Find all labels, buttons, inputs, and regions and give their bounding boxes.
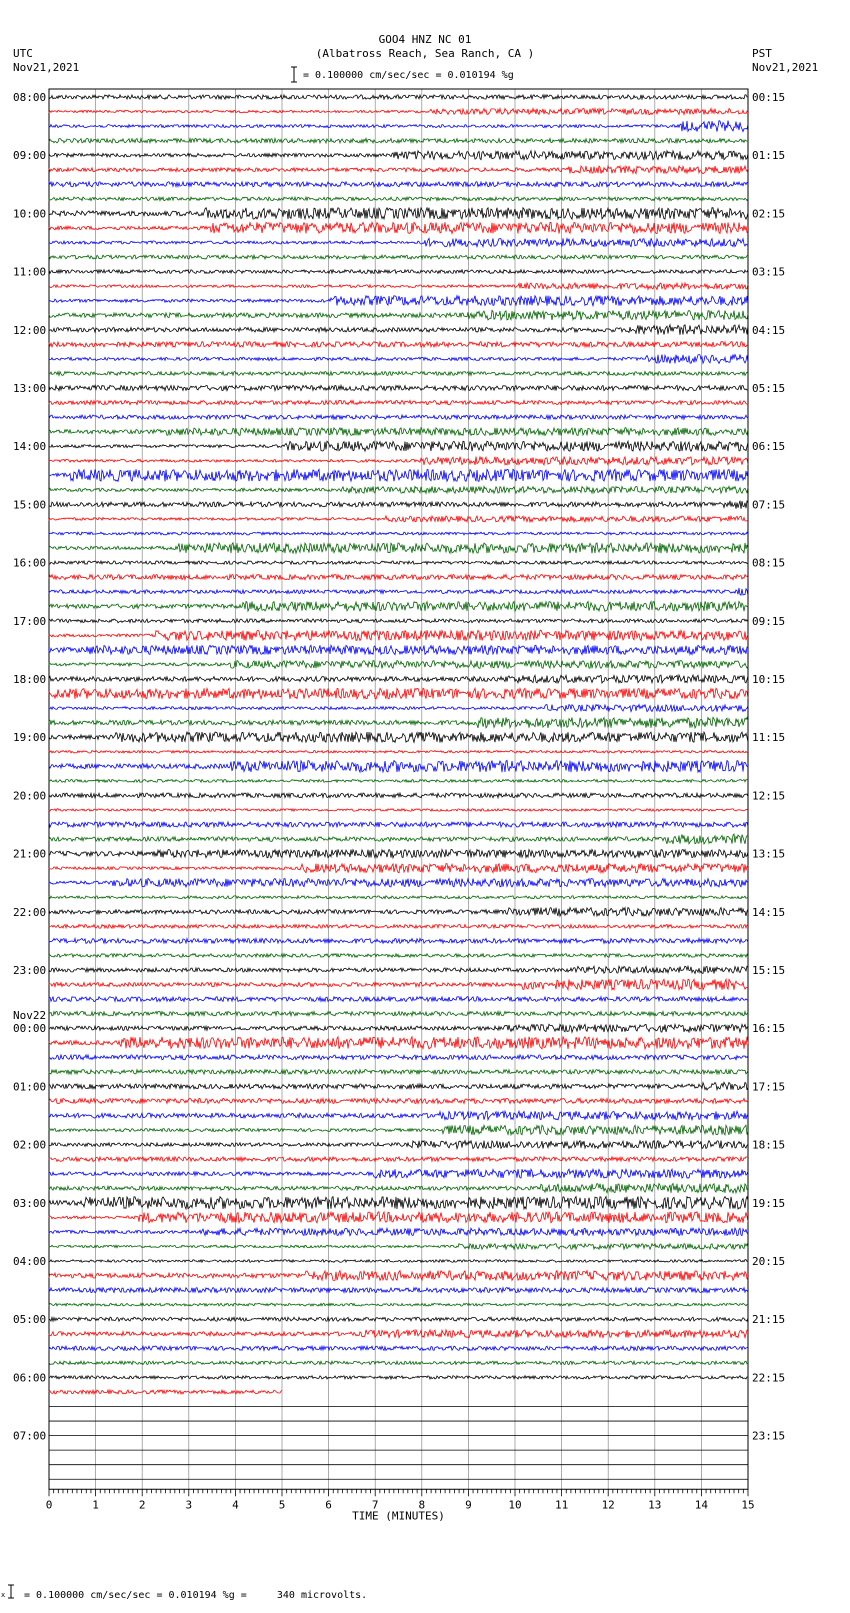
- trace-81: [49, 1271, 748, 1281]
- trace-36: [49, 619, 748, 623]
- utc-hour-label-0: 08:00: [13, 91, 47, 104]
- pst-hour-label-15: 15:15: [752, 964, 786, 977]
- pst-hour-label-10: 10:15: [752, 673, 786, 686]
- svg-text:x: x: [1, 1591, 6, 1599]
- pst-label: PST: [752, 47, 772, 60]
- trace-37: [49, 630, 748, 640]
- trace-62: [49, 997, 748, 1002]
- trace-74: [49, 1169, 748, 1178]
- utc-hour-label-10: 18:00: [13, 673, 47, 686]
- trace-56: [49, 908, 748, 917]
- trace-0: [49, 95, 748, 99]
- utc-hour-label-18: 02:00: [13, 1138, 47, 1152]
- trace-86: [49, 1346, 748, 1350]
- footer-scale-note: = 0.100000 cm/sec/sec = 0.010194 %g = 340 microvolts.: [24, 1590, 368, 1601]
- trace-16: [49, 325, 748, 335]
- trace-3: [49, 138, 748, 143]
- trace-2: [49, 121, 748, 132]
- utc-hour-label-22: 06:00: [13, 1371, 47, 1385]
- trace-80: [49, 1260, 748, 1263]
- trace-50: [49, 822, 748, 827]
- utc-hour-label-9: 17:00: [13, 614, 47, 628]
- pst-hour-label-1: 01:15: [752, 149, 786, 163]
- trace-8: [49, 208, 748, 219]
- pst-hour-label-22: 22:15: [752, 1371, 786, 1385]
- trace-34: [49, 588, 748, 596]
- station-title: GOO4 HNZ NC 01: [378, 33, 472, 46]
- utc-hour-label-14: 22:00: [13, 905, 47, 919]
- trace-47: [49, 780, 748, 783]
- x-tick-label-10: 10: [508, 1498, 522, 1512]
- trace-89: [49, 1390, 282, 1394]
- x-tick-label-6: 6: [325, 1498, 332, 1512]
- trace-11: [49, 255, 748, 259]
- trace-46: [49, 760, 748, 772]
- trace-63: [49, 1011, 748, 1016]
- pst-hour-label-23: 23:15: [752, 1429, 786, 1443]
- utc-hour-label-3: 11:00: [13, 265, 47, 279]
- trace-23: [49, 428, 748, 436]
- trace-41: [49, 688, 748, 699]
- utc-hour-label-23: 07:00: [13, 1429, 47, 1443]
- trace-73: [49, 1157, 748, 1162]
- x-tick-label-1: 1: [92, 1498, 99, 1512]
- pst-hour-label-18: 18:15: [752, 1138, 786, 1152]
- trace-65: [49, 1037, 748, 1049]
- trace-88: [49, 1376, 748, 1379]
- pst-hour-label-8: 08:15: [752, 556, 786, 570]
- trace-43: [49, 717, 748, 728]
- trace-68: [49, 1082, 748, 1090]
- trace-52: [49, 849, 748, 857]
- pst-hour-label-6: 06:15: [752, 440, 786, 454]
- trace-31: [49, 543, 748, 553]
- utc-hour-label-5: 13:00: [13, 382, 47, 395]
- trace-39: [49, 661, 748, 669]
- utc-hour-label-20: 04:00: [13, 1255, 47, 1268]
- utc-hour-label-11: 19:00: [13, 731, 47, 745]
- x-tick-label-2: 2: [138, 1498, 146, 1512]
- trace-29: [49, 516, 748, 522]
- pst-hour-label-14: 14:15: [752, 905, 786, 919]
- trace-59: [49, 954, 748, 958]
- trace-64: [49, 1024, 748, 1032]
- utc-date: Nov21,2021: [13, 61, 80, 74]
- trace-58: [49, 938, 748, 943]
- utc-hour-label-13: 21:00: [13, 847, 47, 861]
- utc-hour-label-21: 05:00: [13, 1313, 47, 1327]
- trace-45: [49, 751, 748, 754]
- trace-33: [49, 575, 748, 580]
- trace-70: [49, 1111, 748, 1120]
- pst-hour-label-13: 13:15: [752, 847, 786, 861]
- trace-38: [49, 645, 748, 654]
- x-tick-label-11: 11: [554, 1498, 569, 1512]
- trace-18: [49, 355, 748, 364]
- trace-67: [49, 1070, 748, 1075]
- pst-hour-label-5: 05:15: [752, 382, 786, 395]
- trace-17: [49, 342, 748, 347]
- trace-71: [49, 1125, 748, 1135]
- trace-87: [49, 1361, 748, 1364]
- seismic-traces: [49, 95, 748, 1479]
- trace-53: [49, 864, 748, 873]
- utc-hour-label-6: 14:00: [13, 440, 47, 454]
- pst-hour-label-20: 20:15: [752, 1255, 786, 1268]
- pst-hour-label-17: 17:15: [752, 1080, 786, 1094]
- trace-75: [49, 1184, 748, 1193]
- trace-55: [49, 896, 748, 899]
- utc-hour-label-17: 01:00: [13, 1080, 47, 1094]
- utc-hour-label-19: 03:00: [13, 1196, 47, 1210]
- trace-14: [49, 296, 748, 306]
- utc-hour-label-16: 00:00: [13, 1022, 47, 1036]
- trace-32: [49, 561, 748, 564]
- trace-19: [49, 372, 748, 376]
- pst-hour-label-4: 04:15: [752, 323, 786, 337]
- trace-77: [49, 1212, 748, 1223]
- x-tick-label-9: 9: [465, 1498, 472, 1512]
- pst-hour-label-9: 09:15: [752, 614, 786, 628]
- utc-hour-label-8: 16:00: [13, 556, 47, 570]
- pst-hour-label-16: 16:15: [752, 1022, 786, 1036]
- trace-21: [49, 400, 748, 404]
- footer-scale-icon: [0, 1583, 14, 1599]
- trace-22: [49, 415, 748, 419]
- trace-12: [49, 270, 748, 274]
- x-axis-label: TIME (MINUTES): [352, 1509, 445, 1523]
- trace-72: [49, 1141, 748, 1149]
- trace-26: [49, 469, 748, 481]
- trace-48: [49, 793, 748, 798]
- trace-85: [49, 1330, 748, 1338]
- trace-40: [49, 675, 748, 683]
- trace-9: [49, 222, 748, 233]
- x-tick-label-3: 3: [185, 1498, 193, 1512]
- pst-hour-label-3: 03:15: [752, 265, 786, 279]
- trace-25: [49, 457, 748, 466]
- pst-hour-label-11: 11:15: [752, 731, 786, 745]
- trace-30: [49, 532, 748, 535]
- trace-42: [49, 705, 748, 712]
- trace-27: [49, 486, 748, 493]
- trace-51: [49, 834, 748, 844]
- trace-78: [49, 1228, 748, 1235]
- trace-60: [49, 966, 748, 973]
- utc-hour-label-12: 20:00: [13, 789, 47, 803]
- scale-text: = 0.100000 cm/sec/sec = 0.010194 %g: [303, 70, 514, 81]
- time-axis: [46, 1489, 755, 1522]
- trace-66: [49, 1055, 748, 1060]
- utc-label: UTC: [13, 47, 33, 60]
- hour-labels: [13, 91, 785, 1443]
- trace-28: [49, 501, 748, 509]
- trace-15: [49, 310, 748, 320]
- trace-24: [49, 441, 748, 451]
- trace-5: [49, 166, 748, 174]
- x-tick-label-13: 13: [648, 1498, 662, 1512]
- trace-10: [49, 238, 748, 246]
- x-tick-label-4: 4: [232, 1498, 239, 1512]
- trace-61: [49, 979, 748, 990]
- pst-date: Nov21,2021: [752, 61, 819, 74]
- trace-7: [49, 197, 748, 201]
- pst-hour-label-19: 19:15: [752, 1196, 786, 1210]
- trace-79: [49, 1244, 748, 1250]
- pst-hour-label-12: 12:15: [752, 789, 786, 803]
- trace-49: [49, 809, 748, 812]
- pst-hour-label-21: 21:15: [752, 1313, 786, 1327]
- trace-76: [49, 1197, 748, 1209]
- trace-20: [49, 385, 748, 390]
- utc-hour-label-7: 15:00: [13, 498, 47, 512]
- pst-hour-label-0: 00:15: [752, 91, 786, 104]
- location-subtitle: (Albatross Reach, Sea Ranch, CA ): [315, 47, 535, 60]
- trace-82: [49, 1288, 748, 1293]
- x-tick-label-15: 15: [741, 1498, 755, 1512]
- x-tick-label-8: 8: [418, 1498, 426, 1512]
- x-tick-label-0: 0: [45, 1498, 53, 1512]
- utc-hour-label-15: 23:00: [13, 964, 47, 977]
- trace-6: [49, 182, 748, 187]
- trace-69: [49, 1098, 748, 1103]
- pst-hour-label-2: 02:15: [752, 207, 786, 221]
- trace-35: [49, 601, 748, 611]
- utc-hour-label-2: 10:00: [13, 207, 47, 221]
- utc-hour-label-4: 12:00: [13, 323, 47, 337]
- trace-83: [49, 1303, 748, 1306]
- trace-57: [49, 925, 748, 929]
- trace-84: [49, 1317, 748, 1321]
- pst-hour-label-7: 07:15: [752, 498, 786, 512]
- utc-hour-label-1: 09:00: [13, 149, 47, 163]
- x-tick-label-14: 14: [694, 1498, 709, 1512]
- trace-44: [49, 732, 748, 742]
- x-tick-label-7: 7: [371, 1498, 379, 1512]
- trace-13: [49, 283, 748, 290]
- trace-54: [49, 879, 748, 888]
- x-tick-label-12: 12: [601, 1498, 615, 1512]
- x-tick-label-5: 5: [278, 1498, 286, 1512]
- trace-1: [49, 109, 748, 115]
- utc-date-change-label: Nov22: [13, 1009, 47, 1023]
- trace-4: [49, 151, 748, 160]
